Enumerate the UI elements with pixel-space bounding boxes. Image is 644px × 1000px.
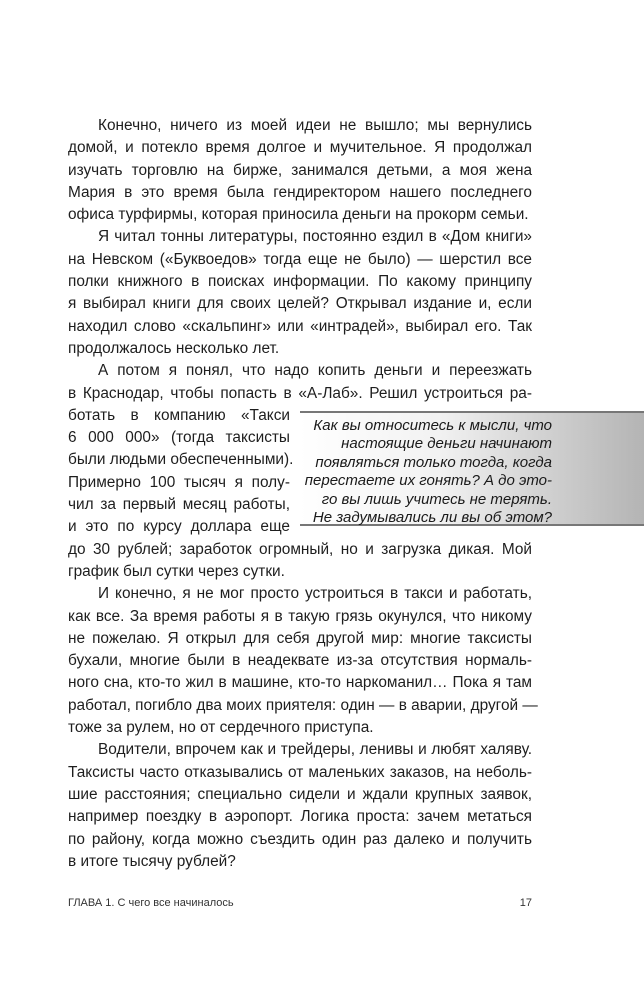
- quote-line: перестаете их гонять? А до это-: [304, 472, 552, 490]
- text-line: чил за первый месяц работы,: [68, 496, 290, 514]
- text-line: Таксисты часто отказывались от маленьких заказов, на неболь-: [68, 763, 532, 781]
- text-line: Конечно, ничего из моей идеи не вышло; мы вернулись: [98, 117, 532, 134]
- text-line: продолжалось несколько лет.: [68, 339, 280, 357]
- text-line: в итоге тысячу рублей?: [68, 852, 236, 870]
- text-line: И конечно, я не мог просто устроиться в такси и работать,: [98, 585, 532, 603]
- text-line: А потом я понял, что надо копить деньги и переезжать: [98, 362, 532, 380]
- text-line: на Невском («Буквоедов» тогда еще не было) — шерстил все: [68, 250, 532, 268]
- page-number: 17: [519, 897, 532, 909]
- pull-quote-box: [300, 411, 644, 526]
- chapter-title: ГЛАВА 1. С чего все начиналось: [68, 897, 234, 909]
- text-line: до 30 рублей; заработок огромный, но и загрузка дикая. Мой: [68, 540, 532, 558]
- quote-line: Как вы относитесь к мысли, что: [313, 417, 552, 434]
- text-line: в Краснодар, чтобы попасть в «А-Лаб». Решил устроиться ра-: [68, 384, 532, 402]
- quote-line: настоящие деньги начинают: [341, 435, 552, 453]
- text-line: как все. За время работы я в такую грязь окунулся, что никому: [68, 607, 532, 625]
- text-line: тоже за рулем, но от сердечного приступа.: [68, 719, 374, 737]
- text-line: Я читал тонны литературы, постоянно ездил в «Дом книги»: [98, 228, 532, 246]
- text-line: ботать в компанию «Такси: [68, 406, 290, 424]
- pull-quote: [305, 417, 552, 527]
- text-line: не пожелаю. Я открыл для себя другой мир: многие таксисты: [68, 629, 532, 647]
- text-line: например поездку в аэропорт. Логика проста: зачем метаться: [68, 808, 532, 826]
- text-line: изучать торговлю на бирже, занимался детьми, а моя жена: [68, 161, 532, 179]
- page-footer: [68, 897, 532, 909]
- text-line: я выбирал книги для своих целей? Открывал издание и, если: [68, 295, 532, 313]
- text-line: 6 000 000» (тогда таксисты: [68, 429, 290, 447]
- text-line: Водители, впрочем как и трейдеры, ленивы и любят халяву.: [98, 741, 532, 759]
- text-line: и это по курсу доллара еще: [68, 518, 290, 536]
- text-line: офиса турфирмы, которая приносила деньги на прокорм семьи.: [68, 206, 529, 224]
- text-line: по району, когда можно съездить один раз далеко и получить: [68, 830, 532, 848]
- quote-line: появляться только тогда, когда: [315, 453, 552, 471]
- quote-line: го вы лишь учитесь не терять.: [321, 490, 552, 508]
- text-line: находил слово «скальпинг» или «интрадей», выбирал его. Так: [68, 317, 532, 335]
- text-line: работал, погибло два моих приятеля: один — в аварии, другой —: [68, 696, 538, 714]
- text-line: шие расстояния; специально сидели и ждали крупных заявок,: [68, 785, 532, 803]
- text-line: были людьми обеспеченными).: [68, 451, 294, 469]
- text-line: полки книжного в поисках информации. По какому принципу: [68, 273, 532, 291]
- text-line: домой, и потекло время долгое и мучительное. Я продолжал: [68, 139, 532, 157]
- text-line: бухали, многие были в неадеквате из-за отсутствия нормаль-: [68, 652, 532, 670]
- quote-line: Не задумывались ли вы об этом?: [312, 509, 552, 527]
- text-line: Мария в это время была гендиректором нашего последнего: [68, 183, 532, 201]
- text-line: Примерно 100 тысяч я полу-: [68, 473, 290, 491]
- text-line: график был сутки через сутки.: [68, 562, 285, 580]
- text-line: ного сна, кто-то жил в машине, кто-то наркоманил… Пока я там: [68, 674, 532, 692]
